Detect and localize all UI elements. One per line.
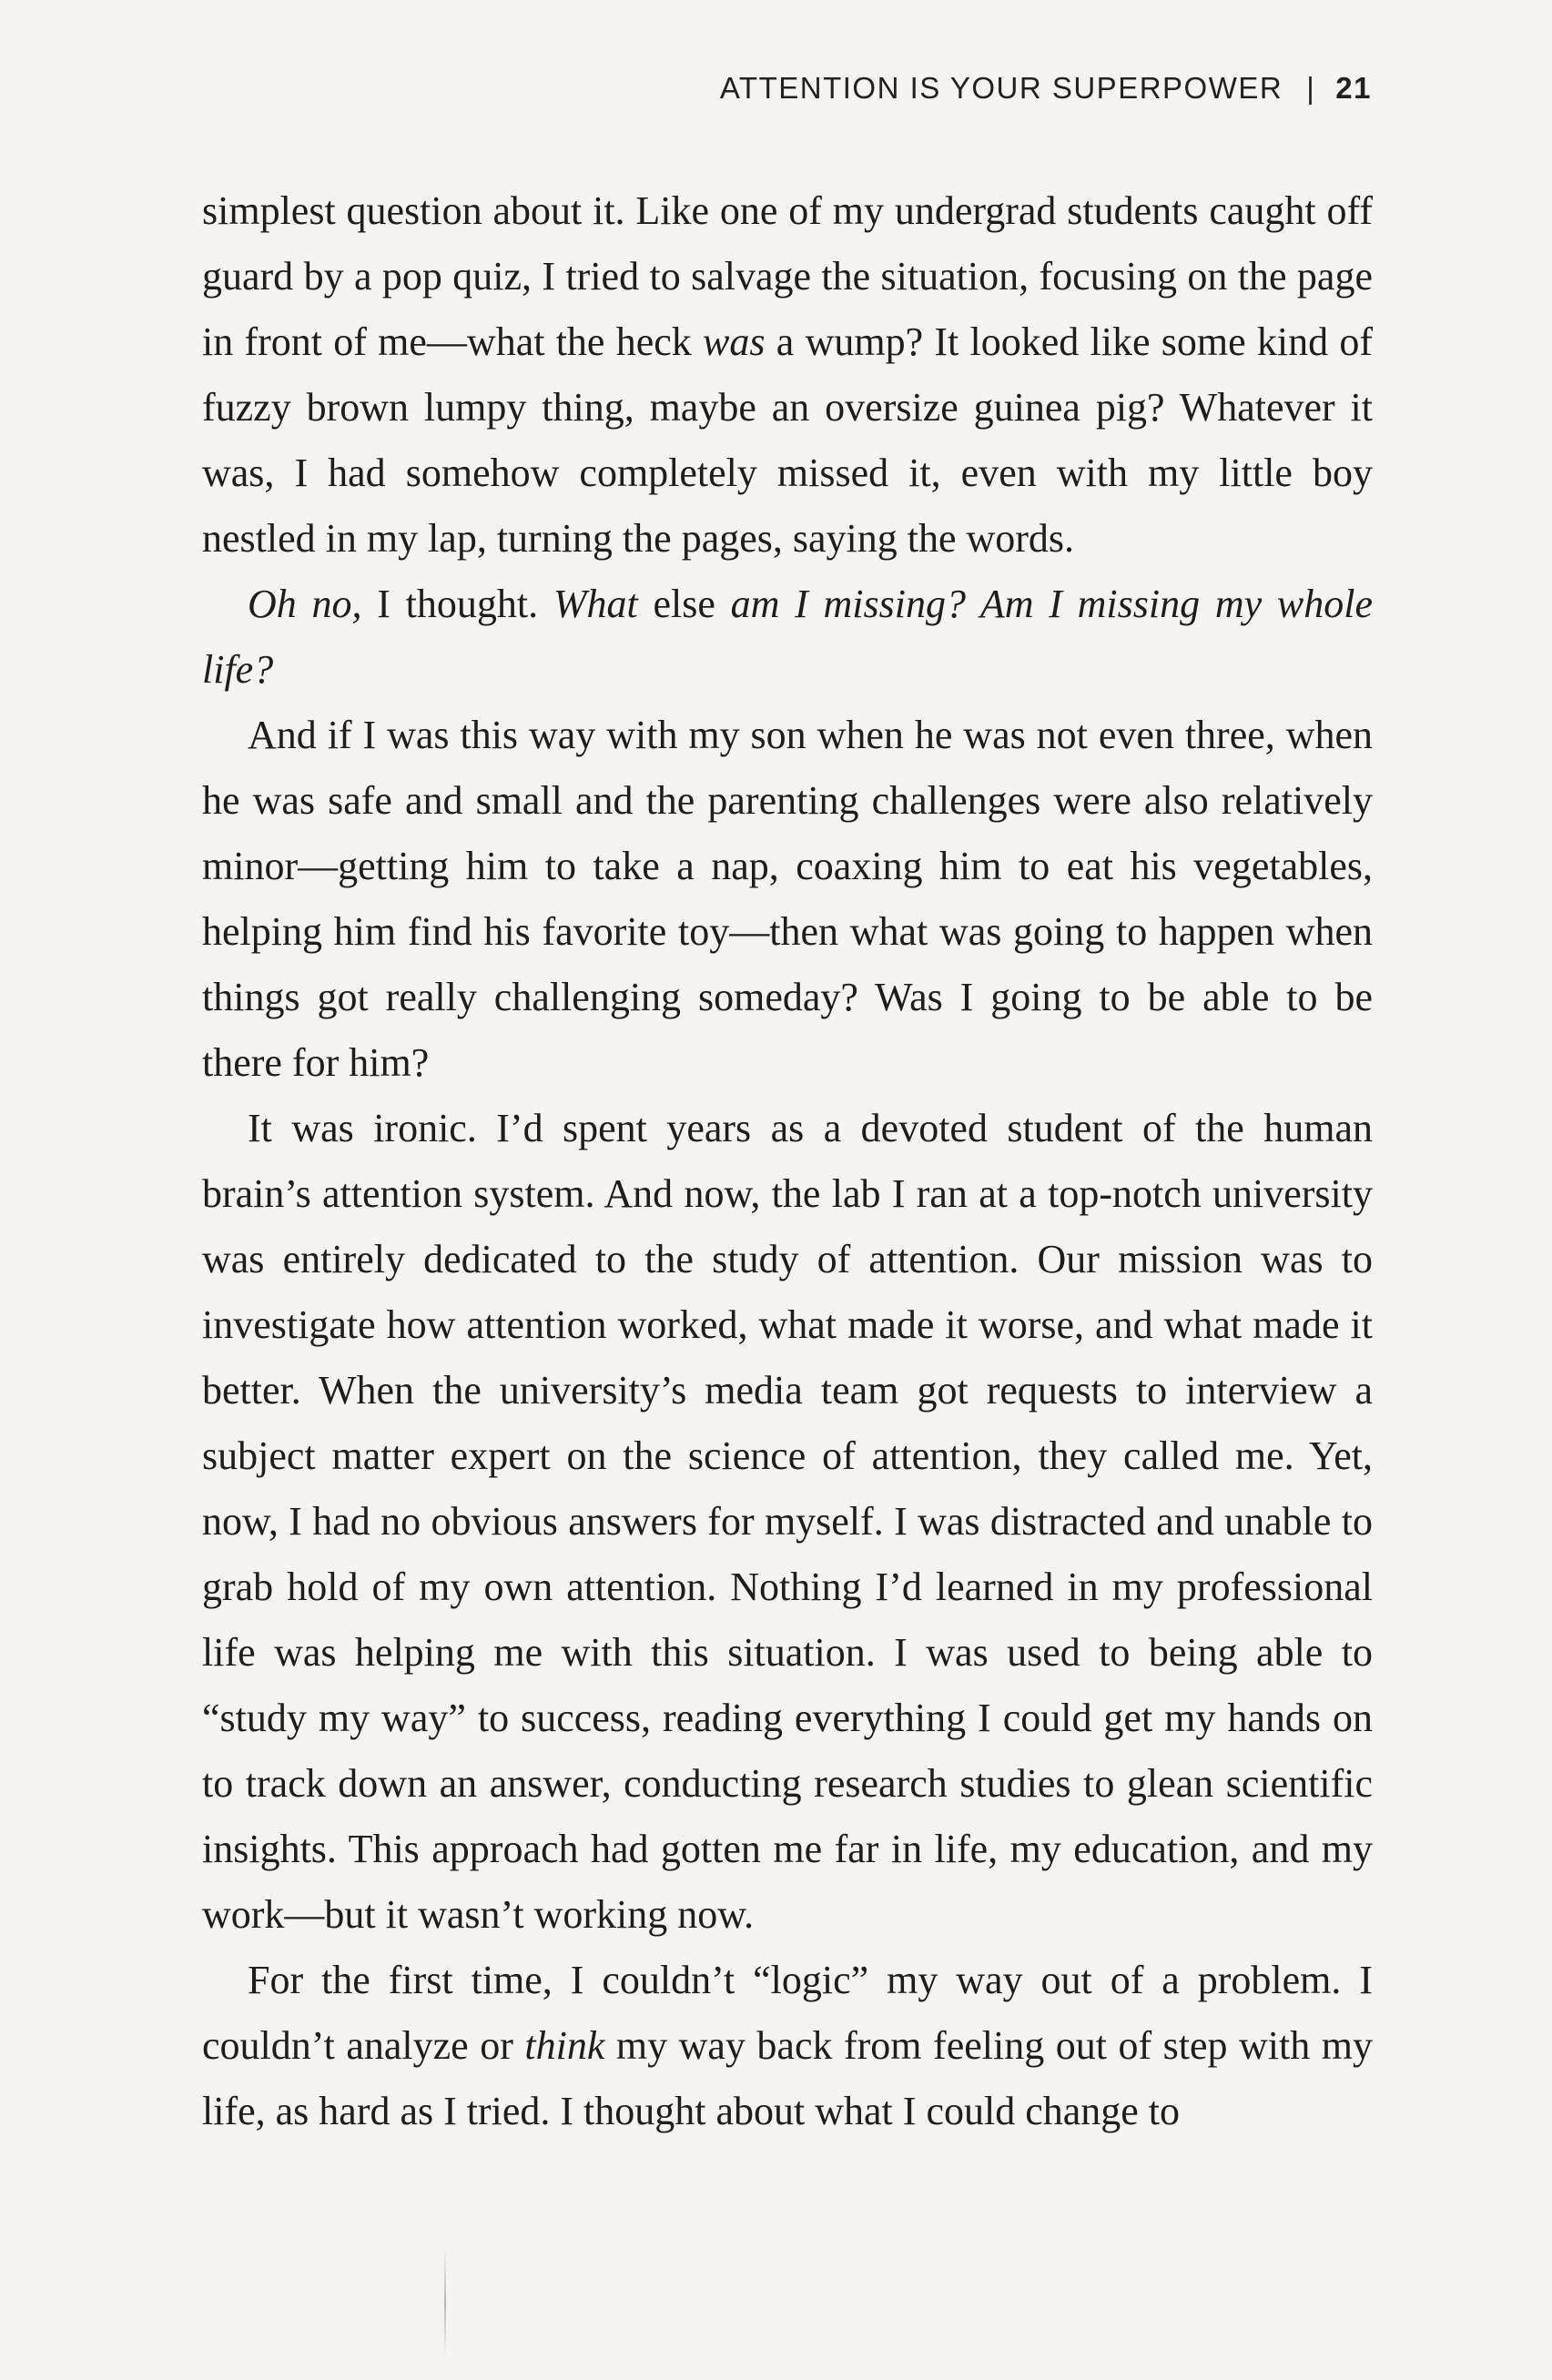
text-segment: a wump? It looked like some kind of fuzzy brown lumpy thing, maybe an oversize guinea pig? Whatever it was, I had somehow completely missed it, even with my little boy nestled in my lap, turning the pages, saying the words.	[202, 319, 1373, 561]
paragraph-2	[202, 572, 1373, 703]
running-head	[720, 71, 1372, 106]
body-text	[202, 178, 1373, 2144]
running-head-title: ATTENTION IS YOUR SUPERPOWER	[719, 71, 1283, 105]
italic-segment: Oh no,	[248, 582, 362, 626]
running-head-separator: |	[1306, 71, 1316, 105]
italic-segment: am I missing? Am I missing my whole life?	[202, 582, 1374, 692]
paragraph-4	[202, 1096, 1373, 1948]
text-segment: I thought.	[361, 582, 553, 626]
page-number: 21	[1335, 71, 1372, 105]
text-segment: And if I was this way with my son when he was not even three, when he was safe and small and the parenting challenges were also relatively minor—getting him to take a nap, coaxing him to eat his vegetables, helping him find his favorite toy—then what was going to happen when things got really challenging someday? Was I going to be able to be there for him?	[202, 713, 1373, 1085]
italic-segment: was	[703, 319, 766, 364]
paragraph-5	[202, 1948, 1373, 2144]
italic-segment: think	[524, 2023, 605, 2068]
paragraph-3	[202, 703, 1373, 1096]
text-segment: simplest question about it. Like one of my undergrad students caught off guard by a pop quiz, I tried to salvage the situation, focusing on the page in front of me—what the heck	[202, 188, 1373, 364]
paragraph-1	[202, 178, 1373, 572]
text-segment: For the first time, I couldn’t “logic” my way out of a problem. I couldn’t analyze or	[202, 1958, 1373, 2068]
text-segment: my way back from feeling out of step with my life, as hard as I tried. I thought about what I could change to	[202, 2023, 1373, 2133]
text-segment: It was ironic. I’d spent years as a devoted student of the human brain’s attention system. And now, the lab I ran at a top-notch university was entirely dedicated to the study of attention. Our mission was to investigate how attention worked, what made it worse, and what made it better. When the university’s media team got requests to interview a subject matter expert on the science of attention, they called me. Yet, now, I had no obvious answers for myself. I was distracted and unable to grab hold of my own attention. Nothing I’d learned in my professional life was helping me with this situation. I was used to being able to “study my way” to success, reading everything I could get my hands on to track down an answer, conducting research studies to glean scientific insights. This approach had gotten me far in life, my education, and my work—but it wasn’t working now.	[202, 1106, 1373, 1937]
scan-artifact-line	[444, 2248, 446, 2357]
text-segment: else	[637, 582, 731, 626]
italic-segment: What	[553, 582, 638, 626]
